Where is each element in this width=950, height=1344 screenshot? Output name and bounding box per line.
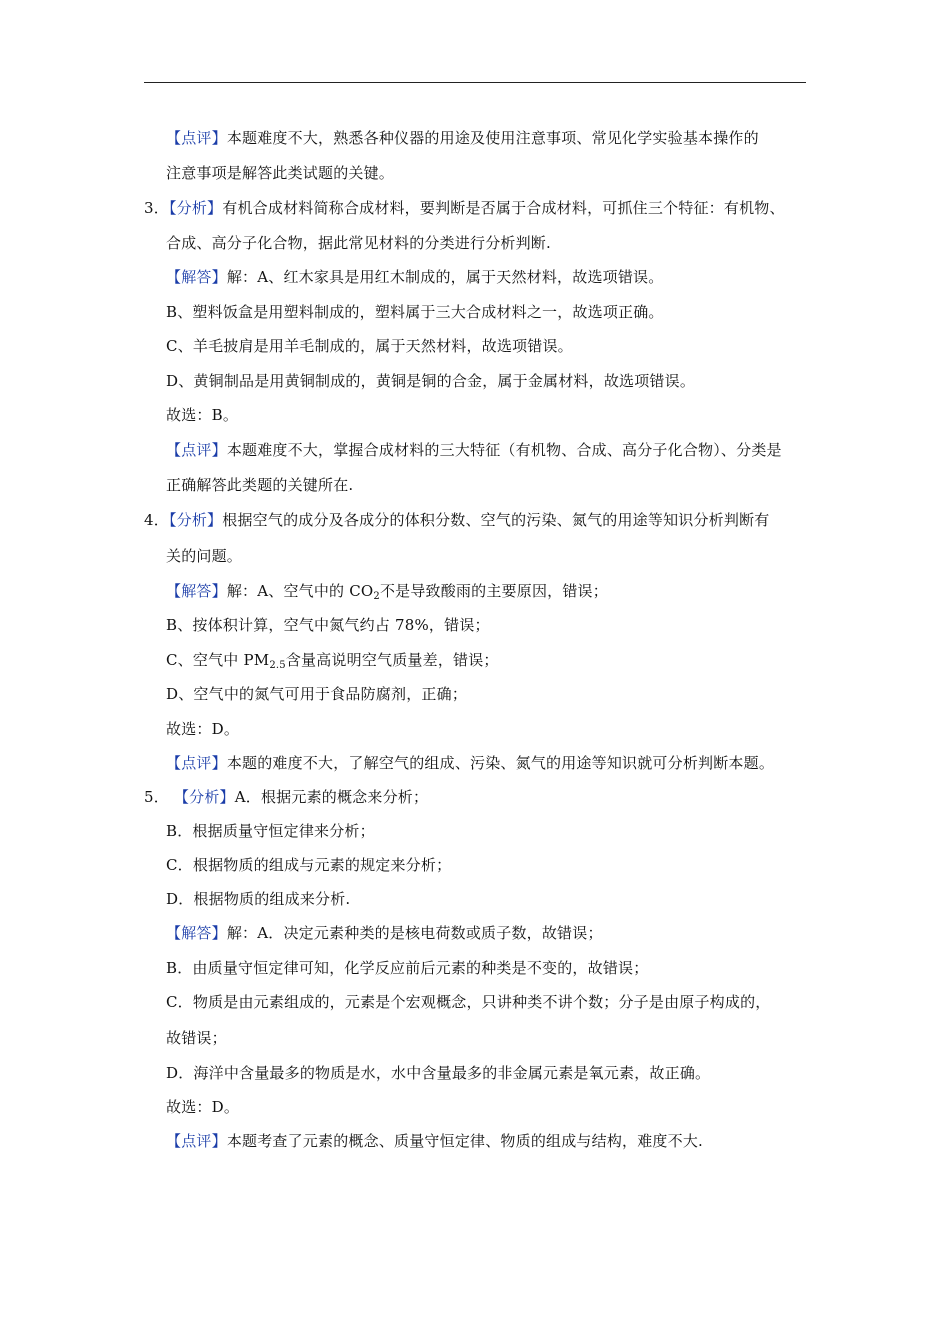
q3-comment-line-1 <box>166 440 782 460</box>
q3-comment-line-2: 正确解答此类题的关键所在. <box>166 476 354 494</box>
answer-tag: 【解答】 <box>166 268 227 286</box>
q4-analysis-line-1 <box>144 510 769 530</box>
q4-choice: 故选：D。 <box>166 720 240 738</box>
q4-answer-line-2: B、按体积计算，空气中氮气约占 78%，错误； <box>166 616 490 634</box>
q5-analysis-line-2: B．根据质量守恒定律来分析； <box>166 822 375 840</box>
q3-answer-line-4: D、黄铜制品是用黄铜制成的，黄铜是铜的合金，属于金属材料，故选项错误。 <box>166 372 696 390</box>
q4-answer-line-4: D、空气中的氮气可用于食品防腐剂，正确； <box>166 685 468 703</box>
q5-answer-line-1 <box>166 923 603 943</box>
q2-comment-line-1 <box>166 128 759 148</box>
q5-comment-text-1: 本题考查了元素的概念、质量守恒定律、物质的组成与结构，难度不大. <box>226 1132 703 1150</box>
answer-tag: 【解答】 <box>166 582 227 600</box>
q4-answer-line-3 <box>166 650 499 670</box>
q5-analysis-line-4: D．根据物质的组成来分析. <box>166 890 351 908</box>
q4-answer-text-3a: C、空气中 PM <box>166 651 270 669</box>
q3-answer-line-2: B、塑料饭盒是用塑料制成的，塑料属于三大合成材料之一，故选项正确。 <box>166 303 664 321</box>
q5-comment-line-1 <box>166 1131 703 1151</box>
q5-analysis-text-1: A．根据元素的概念来分析； <box>234 788 429 806</box>
subscript-2-5: 2.5 <box>269 660 286 671</box>
q5-answer-line-4: 故错误； <box>166 1029 227 1047</box>
q5-choice: 故选：D。 <box>166 1098 240 1116</box>
analysis-tag: 【分析】 <box>168 199 223 217</box>
q4-number: 4． <box>144 511 169 529</box>
q4-comment-text-1: 本题的难度不大，了解空气的组成、污染、氮气的用途等知识就可分析判断本题。 <box>226 754 775 772</box>
q3-answer-line-3: C、羊毛披肩是用羊毛制成的，属于天然材料，故选项错误。 <box>166 337 573 355</box>
q5-answer-line-5: D．海洋中含量最多的物质是水，水中含量最多的非金属元素是氧元素，故正确。 <box>166 1064 711 1082</box>
answer-tag: 【解答】 <box>166 924 227 942</box>
q5-answer-line-3: C．物质是由元素组成的，元素是个宏观概念，只讲种类不讲个数；分子是由原子构成的， <box>166 993 771 1011</box>
q4-answer-text-3b: 含量高说明空气质量差，错误； <box>285 651 499 669</box>
q4-answer-line-1 <box>166 581 608 601</box>
q5-analysis-line-1 <box>144 787 428 807</box>
q3-answer-line-1 <box>166 267 663 287</box>
q2-comment-text-1: 本题难度不大，熟悉各种仪器的用途及使用注意事项、常见化学实验基本操作的 <box>226 129 759 147</box>
comment-tag: 【点评】 <box>166 754 227 772</box>
analysis-tag: 【分析】 <box>168 511 223 529</box>
q4-answer-text-1b: 不是导致酸雨的主要原因，错误； <box>379 582 608 600</box>
q5-number: 5． <box>144 788 169 806</box>
q4-comment-line-1 <box>166 753 774 773</box>
q4-analysis-text-1: 根据空气的成分及各成分的体积分数、空气的污染、氮气的用途等知识分析判断有 <box>222 511 770 529</box>
q5-analysis-line-3: C．根据物质的组成与元素的规定来分析； <box>166 856 452 874</box>
q2-comment-line-2: 注意事项是解答此类试题的关键。 <box>166 164 395 182</box>
subscript-2: 2 <box>373 591 380 602</box>
q5-answer-line-2: B．由质量守恒定律可知，化学反应前后元素的种类是不变的，故错误； <box>166 959 649 977</box>
q3-analysis-line-2: 合成、高分子化合物，据此常见材料的分类进行分析判断. <box>166 234 551 252</box>
q3-number: 3． <box>144 199 169 217</box>
q3-comment-text-1: 本题难度不大，掌握合成材料的三大特征（有机物、合成、高分子化合物）、分类是 <box>226 441 782 459</box>
comment-tag: 【点评】 <box>166 129 227 147</box>
q4-analysis-line-2: 关的问题。 <box>166 547 243 565</box>
q4-answer-text-1a: 解：A、空气中的 CO <box>226 582 374 600</box>
q5-answer-text-1: 解：A．决定元素种类的是核电荷数或质子数，故错误； <box>226 924 603 942</box>
q3-analysis-line-1 <box>144 198 785 218</box>
header-rule <box>144 82 806 83</box>
q3-choice: 故选：B。 <box>166 406 239 424</box>
analysis-tag: 【分析】 <box>173 788 235 806</box>
q3-analysis-text-1: 有机合成材料简称合成材料，要判断是否属于合成材料，可抓住三个特征：有机物、 <box>222 199 785 217</box>
comment-tag: 【点评】 <box>166 1132 227 1150</box>
q3-answer-text-1: 解：A、红木家具是用红木制成的，属于天然材料，故选项错误。 <box>226 268 664 286</box>
comment-tag: 【点评】 <box>166 441 227 459</box>
